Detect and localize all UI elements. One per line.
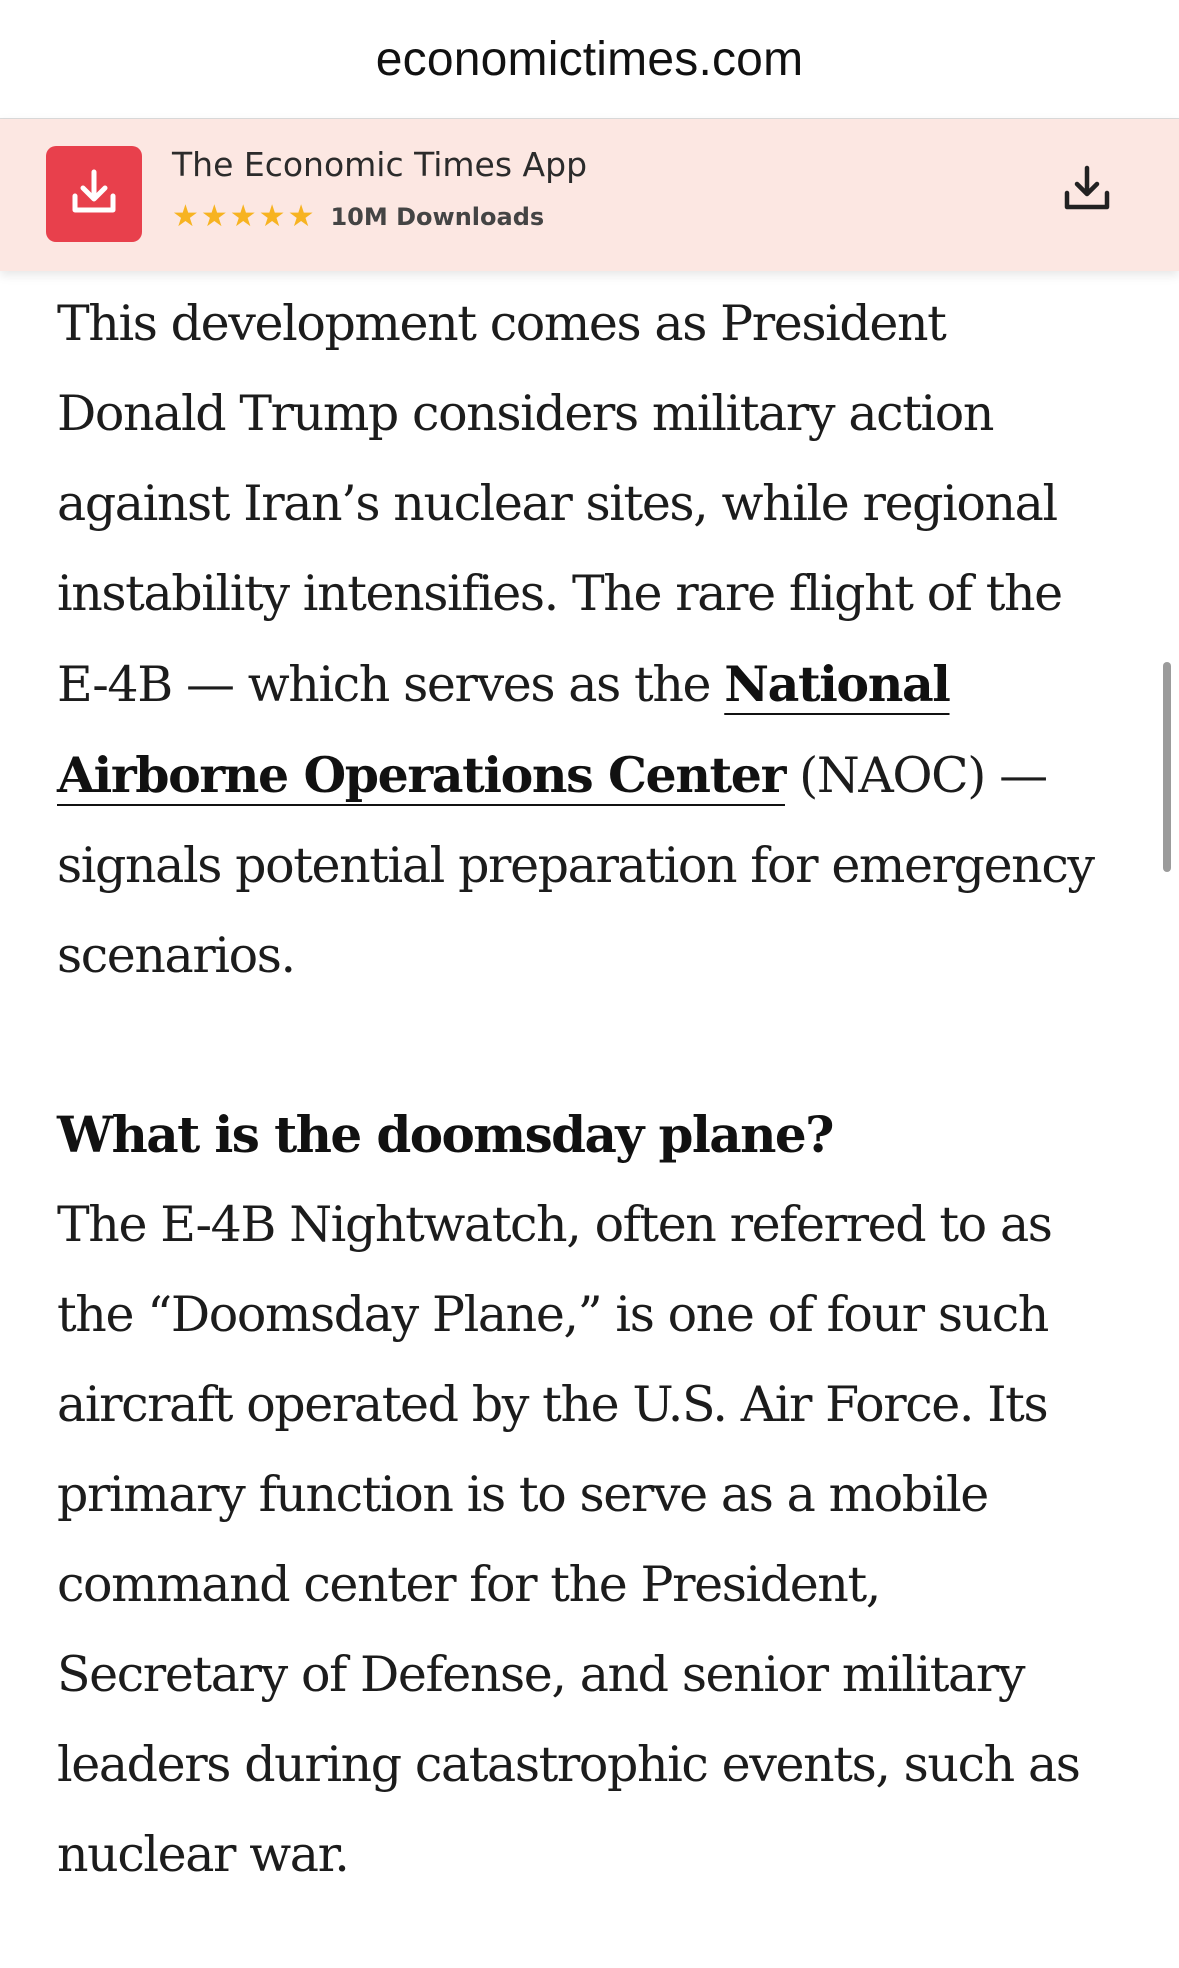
paragraph-text: (NAOC) — signals potential preparation for emergency scenarios. — [57, 747, 1094, 984]
naoc-link[interactable]: National Airborne Operations Center — [57, 655, 950, 804]
app-logo[interactable] — [46, 146, 142, 242]
article-paragraph: The E-4B Nightwatch, often referred to as the “Doomsday Plane,” is one of four such aircraft operated by the U.S. Air Force. Its primary function is to serve as a mobile command center for the President, Secretary of Defense, and senior military leaders during catastrophic events, such as nuclear war. — [57, 1196, 1080, 1883]
article-body — [57, 279, 1117, 1900]
download-icon — [68, 166, 120, 222]
app-install-banner[interactable] — [0, 119, 1179, 271]
article-paragraph — [57, 279, 1117, 1001]
download-icon[interactable] — [1061, 163, 1113, 219]
download-count: 10M Downloads — [330, 202, 545, 231]
app-name: The Economic Times App — [172, 145, 588, 184]
url-text[interactable]: economictimes.com — [375, 32, 804, 86]
paragraph-spacer — [57, 1001, 1117, 1090]
scrollbar-thumb[interactable] — [1163, 662, 1171, 872]
section-heading: What is the doomsday plane? — [57, 1105, 833, 1164]
app-rating — [172, 199, 544, 234]
paragraph-text: This development comes as President Donald Trump considers military action against Iran’s nuclear sites, while regional instability intensifies. The rare flight of the E-4B — which serves as the — [57, 295, 1062, 713]
browser-address-bar[interactable] — [0, 0, 1179, 119]
star-rating-icon: ★★★★★ — [172, 199, 317, 234]
banner-download-button[interactable] — [1057, 161, 1117, 221]
